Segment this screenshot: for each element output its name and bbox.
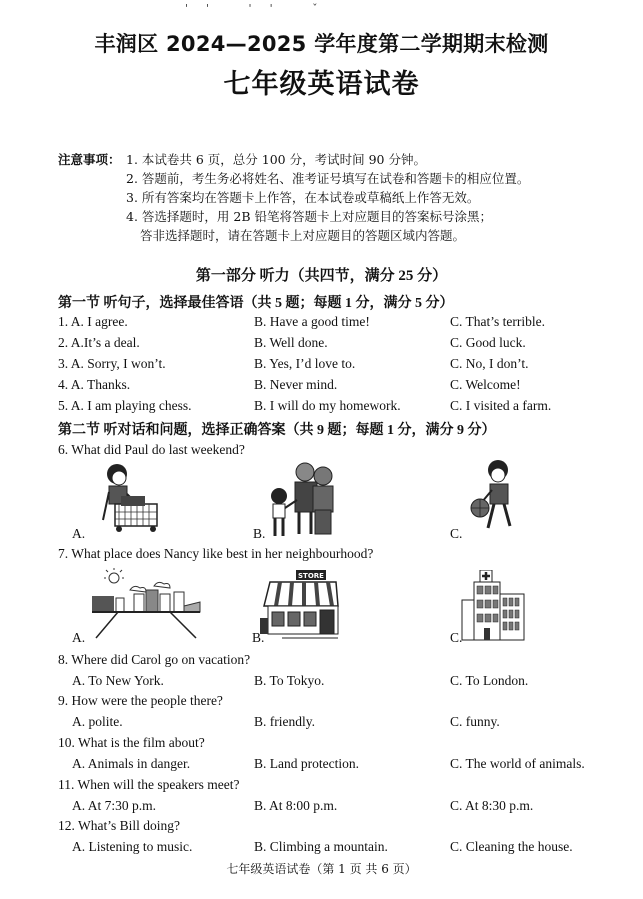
option-a: A. Listening to music. xyxy=(72,839,193,854)
option-label: B. xyxy=(252,630,265,645)
option-b: B. I will do my homework. xyxy=(254,398,401,413)
hospital-image xyxy=(458,570,528,642)
question-row xyxy=(58,314,618,334)
option-b: B. At 8:00 p.m. xyxy=(254,798,338,813)
option-c: C. No, I don’t. xyxy=(450,356,529,371)
question-row xyxy=(58,335,618,355)
question-text: 9. How were the people there? xyxy=(58,693,223,708)
question-row xyxy=(58,756,618,776)
option-label: A. xyxy=(72,630,86,645)
option-b: B. Never mind. xyxy=(254,377,338,392)
option-b: B. Yes, I’d love to. xyxy=(254,356,356,371)
question-row xyxy=(58,714,618,734)
option-a: 4. A. Thanks. xyxy=(58,377,131,392)
option-a: 1. A. I agree. xyxy=(58,314,128,329)
question-text: 8. Where did Carol go on vacation? xyxy=(58,652,251,667)
option-c: C. Good luck. xyxy=(450,335,526,350)
option-label: B. xyxy=(253,526,266,541)
option-b: B. Well done. xyxy=(254,335,328,350)
option-a: A. Animals in danger. xyxy=(72,756,191,771)
city-park-image xyxy=(90,568,202,640)
notes-label: 注意事项： xyxy=(58,152,121,167)
question-row xyxy=(58,673,618,693)
option-c: C. funny. xyxy=(450,714,500,729)
note-item: 3. 所有答案均在答题卡上作答，在本试卷或草稿纸上作答无效。 xyxy=(126,190,480,205)
store-image xyxy=(258,570,340,642)
question-text: 12. What’s Bill doing? xyxy=(58,818,180,833)
question-row xyxy=(58,398,618,418)
option-a: A. polite. xyxy=(72,714,123,729)
option-c: C. The world of animals. xyxy=(450,756,585,771)
boy-basketball-image xyxy=(470,458,530,538)
question-text: 10. What is the film about? xyxy=(58,735,205,750)
option-b: B. Land protection. xyxy=(254,756,359,771)
note-item: 1. 本试卷共 6 页，总分 100 分，考试时间 90 分钟。 xyxy=(126,152,426,167)
option-b: B. To Tokyo. xyxy=(254,673,325,688)
option-a: 2. A.It’s a deal. xyxy=(58,335,140,350)
stray-pen-marks: '' '' ˇ xyxy=(185,2,336,15)
question-row xyxy=(58,377,618,397)
option-c: C. To London. xyxy=(450,673,529,688)
store-sign-text: STORE xyxy=(298,572,324,580)
option-label: C. xyxy=(450,630,463,645)
option-label: A. xyxy=(72,526,86,541)
part-title: 第一部分 听力（共四节，满分 25 分） xyxy=(195,268,448,284)
question-text: 6. What did Paul do last weekend? xyxy=(58,442,245,457)
option-c: C. That’s terrible. xyxy=(450,314,545,329)
question-row xyxy=(58,798,618,818)
option-b: B. Climbing a mountain. xyxy=(254,839,388,854)
option-c: C. Cleaning the house. xyxy=(450,839,573,854)
option-c: C. I visited a farm. xyxy=(450,398,552,413)
section-title: 第一节 听句子，选择最佳答语（共 5 题；每题 1 分，满分 5 分） xyxy=(58,296,454,311)
question-row xyxy=(58,356,618,376)
section-title: 第二节 听对话和问题，选择正确答案（共 9 题；每题 1 分，满分 9 分） xyxy=(58,423,496,438)
note-item: 4. 答选择题时，用 2B 铅笔将答题卡上对应题目的答案标号涂黑； xyxy=(126,209,492,224)
option-b: B. Have a good time! xyxy=(254,314,370,329)
option-label: C. xyxy=(450,526,463,541)
family-greeting-image xyxy=(265,462,355,538)
question-row xyxy=(58,839,618,859)
option-c: C. At 8:30 p.m. xyxy=(450,798,534,813)
question-text: 7. What place does Nancy like best in her neighbourhood? xyxy=(58,546,374,561)
boy-shopping-cart-image xyxy=(95,462,165,534)
option-b: B. friendly. xyxy=(254,714,315,729)
option-a: 5. A. I am playing chess. xyxy=(58,398,192,413)
exam-title: 丰润区 2024—2025 学年度第二学期期末检测 xyxy=(94,32,549,56)
exam-subtitle: 七年级英语试卷 xyxy=(223,69,420,100)
option-a: 3. A. Sorry, I won’t. xyxy=(58,356,166,371)
option-a: A. At 7:30 p.m. xyxy=(72,798,157,813)
note-item: 2. 答题前，考生务必将姓名、准考证号填写在试卷和答题卡的相应位置。 xyxy=(126,171,530,186)
option-c: C. Welcome! xyxy=(450,377,521,392)
question-text: 11. When will the speakers meet? xyxy=(58,777,240,792)
option-a: A. To New York. xyxy=(72,673,164,688)
note-item: 答非选择题时，请在答题卡上对应题目的答题区域内答题。 xyxy=(140,228,466,243)
page-footer: 七年级英语试卷（第 1 页 共 6 页） xyxy=(226,862,417,876)
